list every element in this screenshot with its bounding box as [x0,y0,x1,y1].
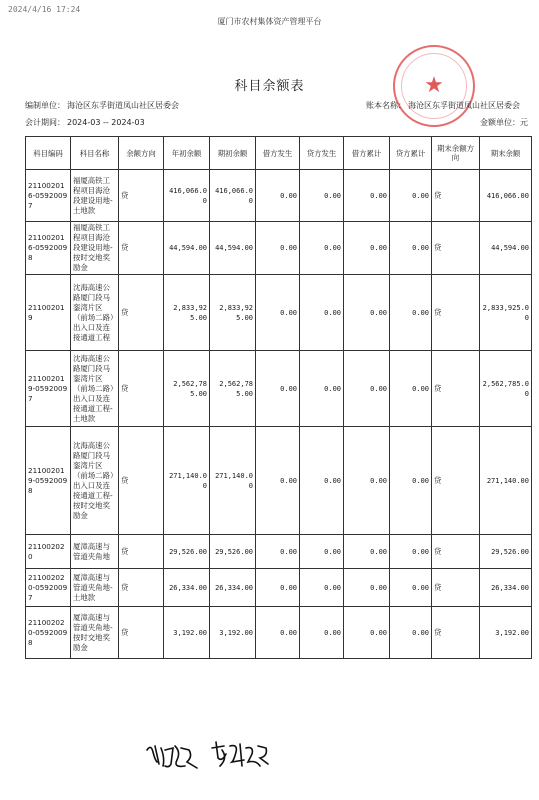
table-row [26,607,532,659]
period-opening-balance-cell: 271,140.00 [210,427,256,535]
column-header: 年初余额 [164,137,210,170]
account-code-cell: 211002020-05920097 [26,569,71,607]
account-code-cell: 211002020 [26,535,71,569]
account-name-cell: 厦漳高速与管道夹角地 [71,535,119,569]
column-header: 期末余额 [480,137,532,170]
account-code-cell: 211002020-05920098 [26,607,71,659]
account-code-cell: 211002016-05920098 [26,222,71,275]
compiler-value: 海沧区东孚街道凤山社区居委会 [67,101,179,110]
ending-direction-cell: 贷 [432,535,480,569]
column-header: 贷方累计 [390,137,432,170]
account-name-cell: 沈海高速公路厦门段马銮湾片区（前场二路）出入口及连接通道工程 [71,275,119,351]
debit-cumulative-cell: 0.00 [344,170,390,222]
debit-cumulative-cell: 0.00 [344,427,390,535]
credit-amount-cell: 0.00 [300,351,344,427]
balance-direction-cell: 贷 [119,427,164,535]
table-row [26,222,532,275]
debit-amount-cell: 0.00 [256,351,300,427]
column-header: 期末余额方向 [432,137,480,170]
ending-balance-cell: 271,140.00 [480,427,532,535]
year-opening-balance-cell: 44,594.00 [164,222,210,275]
debit-amount-cell: 0.00 [256,275,300,351]
credit-amount-cell: 0.00 [300,607,344,659]
credit-cumulative-cell: 0.00 [390,607,432,659]
period-opening-balance-cell: 44,594.00 [210,222,256,275]
account-code-cell: 211002019-05920098 [26,427,71,535]
credit-cumulative-cell: 0.00 [390,222,432,275]
year-opening-balance-cell: 29,526.00 [164,535,210,569]
debit-cumulative-cell: 0.00 [344,351,390,427]
table-row [26,535,532,569]
balance-table [25,136,532,659]
period-opening-balance-cell: 416,066.00 [210,170,256,222]
year-opening-balance-cell: 3,192.00 [164,607,210,659]
balance-direction-cell: 贷 [119,535,164,569]
balance-direction-cell: 贷 [119,275,164,351]
column-header: 借方累计 [344,137,390,170]
account-info [366,100,520,111]
ending-balance-cell: 2,562,785.00 [480,351,532,427]
credit-amount-cell: 0.00 [300,569,344,607]
table-row [26,427,532,535]
ending-direction-cell: 贷 [432,222,480,275]
period-opening-balance-cell: 26,334.00 [210,569,256,607]
ending-direction-cell: 贷 [432,351,480,427]
credit-amount-cell: 0.00 [300,170,344,222]
ending-balance-cell: 416,066.00 [480,170,532,222]
balance-direction-cell: 贷 [119,569,164,607]
column-header: 贷方发生 [300,137,344,170]
table-row [26,275,532,351]
report-title: 科目余额表 [234,79,305,94]
account-name-cell: 厦漳高速与管道夹角地-按时交地奖励金 [71,607,119,659]
credit-cumulative-cell: 0.00 [390,535,432,569]
table-row [26,569,532,607]
credit-cumulative-cell: 0.00 [390,427,432,535]
account-code-cell: 211002019 [26,275,71,351]
credit-cumulative-cell: 0.00 [390,170,432,222]
period-opening-balance-cell: 3,192.00 [210,607,256,659]
account-name-cell: 厦漳高速与管道夹角地-土地款 [71,569,119,607]
ending-direction-cell: 贷 [432,170,480,222]
balance-direction-cell: 贷 [119,170,164,222]
period-info [25,117,145,128]
year-opening-balance-cell: 2,562,785.00 [164,351,210,427]
period-value: 2024-03 -- 2024-03 [67,118,145,127]
table-header-row [26,137,532,170]
credit-amount-cell: 0.00 [300,275,344,351]
debit-cumulative-cell: 0.00 [344,535,390,569]
credit-amount-cell: 0.00 [300,222,344,275]
ending-direction-cell: 贷 [432,569,480,607]
signature-2 [208,738,272,772]
balance-direction-cell: 贷 [119,607,164,659]
table-body [26,170,532,659]
account-name-cell: 沈海高速公路厦门段马銮湾片区（前场二路）出入口及连接通道工程-按时交地奖励金 [71,427,119,535]
period-opening-balance-cell: 29,526.00 [210,535,256,569]
column-header: 科目编码 [26,137,71,170]
ending-balance-cell: 44,594.00 [480,222,532,275]
credit-cumulative-cell: 0.00 [390,569,432,607]
period-label: 会计期间： [25,118,65,127]
balance-direction-cell: 贷 [119,222,164,275]
account-code-cell: 211002019-05920097 [26,351,71,427]
credit-amount-cell: 0.00 [300,535,344,569]
table-row [26,170,532,222]
credit-cumulative-cell: 0.00 [390,351,432,427]
debit-amount-cell: 0.00 [256,569,300,607]
account-name-cell: 福厦高铁工程项目海沧段建设用地-按时交地奖励金 [71,222,119,275]
unit-value: 元 [520,118,528,127]
debit-cumulative-cell: 0.00 [344,607,390,659]
ending-direction-cell: 贷 [432,607,480,659]
ending-direction-cell: 贷 [432,427,480,535]
ending-balance-cell: 29,526.00 [480,535,532,569]
account-name-cell: 福厦高铁工程项目海沧段建设用地-土地款 [71,170,119,222]
ending-direction-cell: 贷 [432,275,480,351]
debit-amount-cell: 0.00 [256,222,300,275]
account-name-cell: 沈海高速公路厦门段马銮湾片区（前场二路）出入口及连接通道工程-土地款 [71,351,119,427]
signature-1 [143,738,203,772]
unit-label: 金额单位： [480,118,520,127]
period-opening-balance-cell: 2,833,925.00 [210,275,256,351]
timestamp: 2024/4/16 17:24 [8,5,81,14]
debit-cumulative-cell: 0.00 [344,275,390,351]
ending-balance-cell: 3,192.00 [480,607,532,659]
year-opening-balance-cell: 2,833,925.00 [164,275,210,351]
compiler-info [25,100,179,111]
debit-amount-cell: 0.00 [256,607,300,659]
compiler-label: 编制单位： [25,101,65,110]
ending-balance-cell: 2,833,925.00 [480,275,532,351]
seal-star-icon: ★ [424,73,444,98]
debit-cumulative-cell: 0.00 [344,569,390,607]
account-label: 账本名称： [366,101,406,110]
column-header: 余额方向 [119,137,164,170]
debit-amount-cell: 0.00 [256,535,300,569]
unit-info [480,117,528,128]
credit-cumulative-cell: 0.00 [390,275,432,351]
column-header: 借方发生 [256,137,300,170]
debit-cumulative-cell: 0.00 [344,222,390,275]
year-opening-balance-cell: 271,140.00 [164,427,210,535]
year-opening-balance-cell: 26,334.00 [164,569,210,607]
table-row [26,351,532,427]
account-code-cell: 211002016-05920097 [26,170,71,222]
debit-amount-cell: 0.00 [256,427,300,535]
ending-balance-cell: 26,334.00 [480,569,532,607]
column-header: 科目名称 [71,137,119,170]
column-header: 期初余额 [210,137,256,170]
platform-name: 厦门市农村集体资产管理平台 [217,17,322,26]
balance-direction-cell: 贷 [119,351,164,427]
period-opening-balance-cell: 2,562,785.00 [210,351,256,427]
account-value: 海沧区东孚街道凤山社区居委会 [408,101,520,110]
debit-amount-cell: 0.00 [256,170,300,222]
year-opening-balance-cell: 416,066.00 [164,170,210,222]
credit-amount-cell: 0.00 [300,427,344,535]
